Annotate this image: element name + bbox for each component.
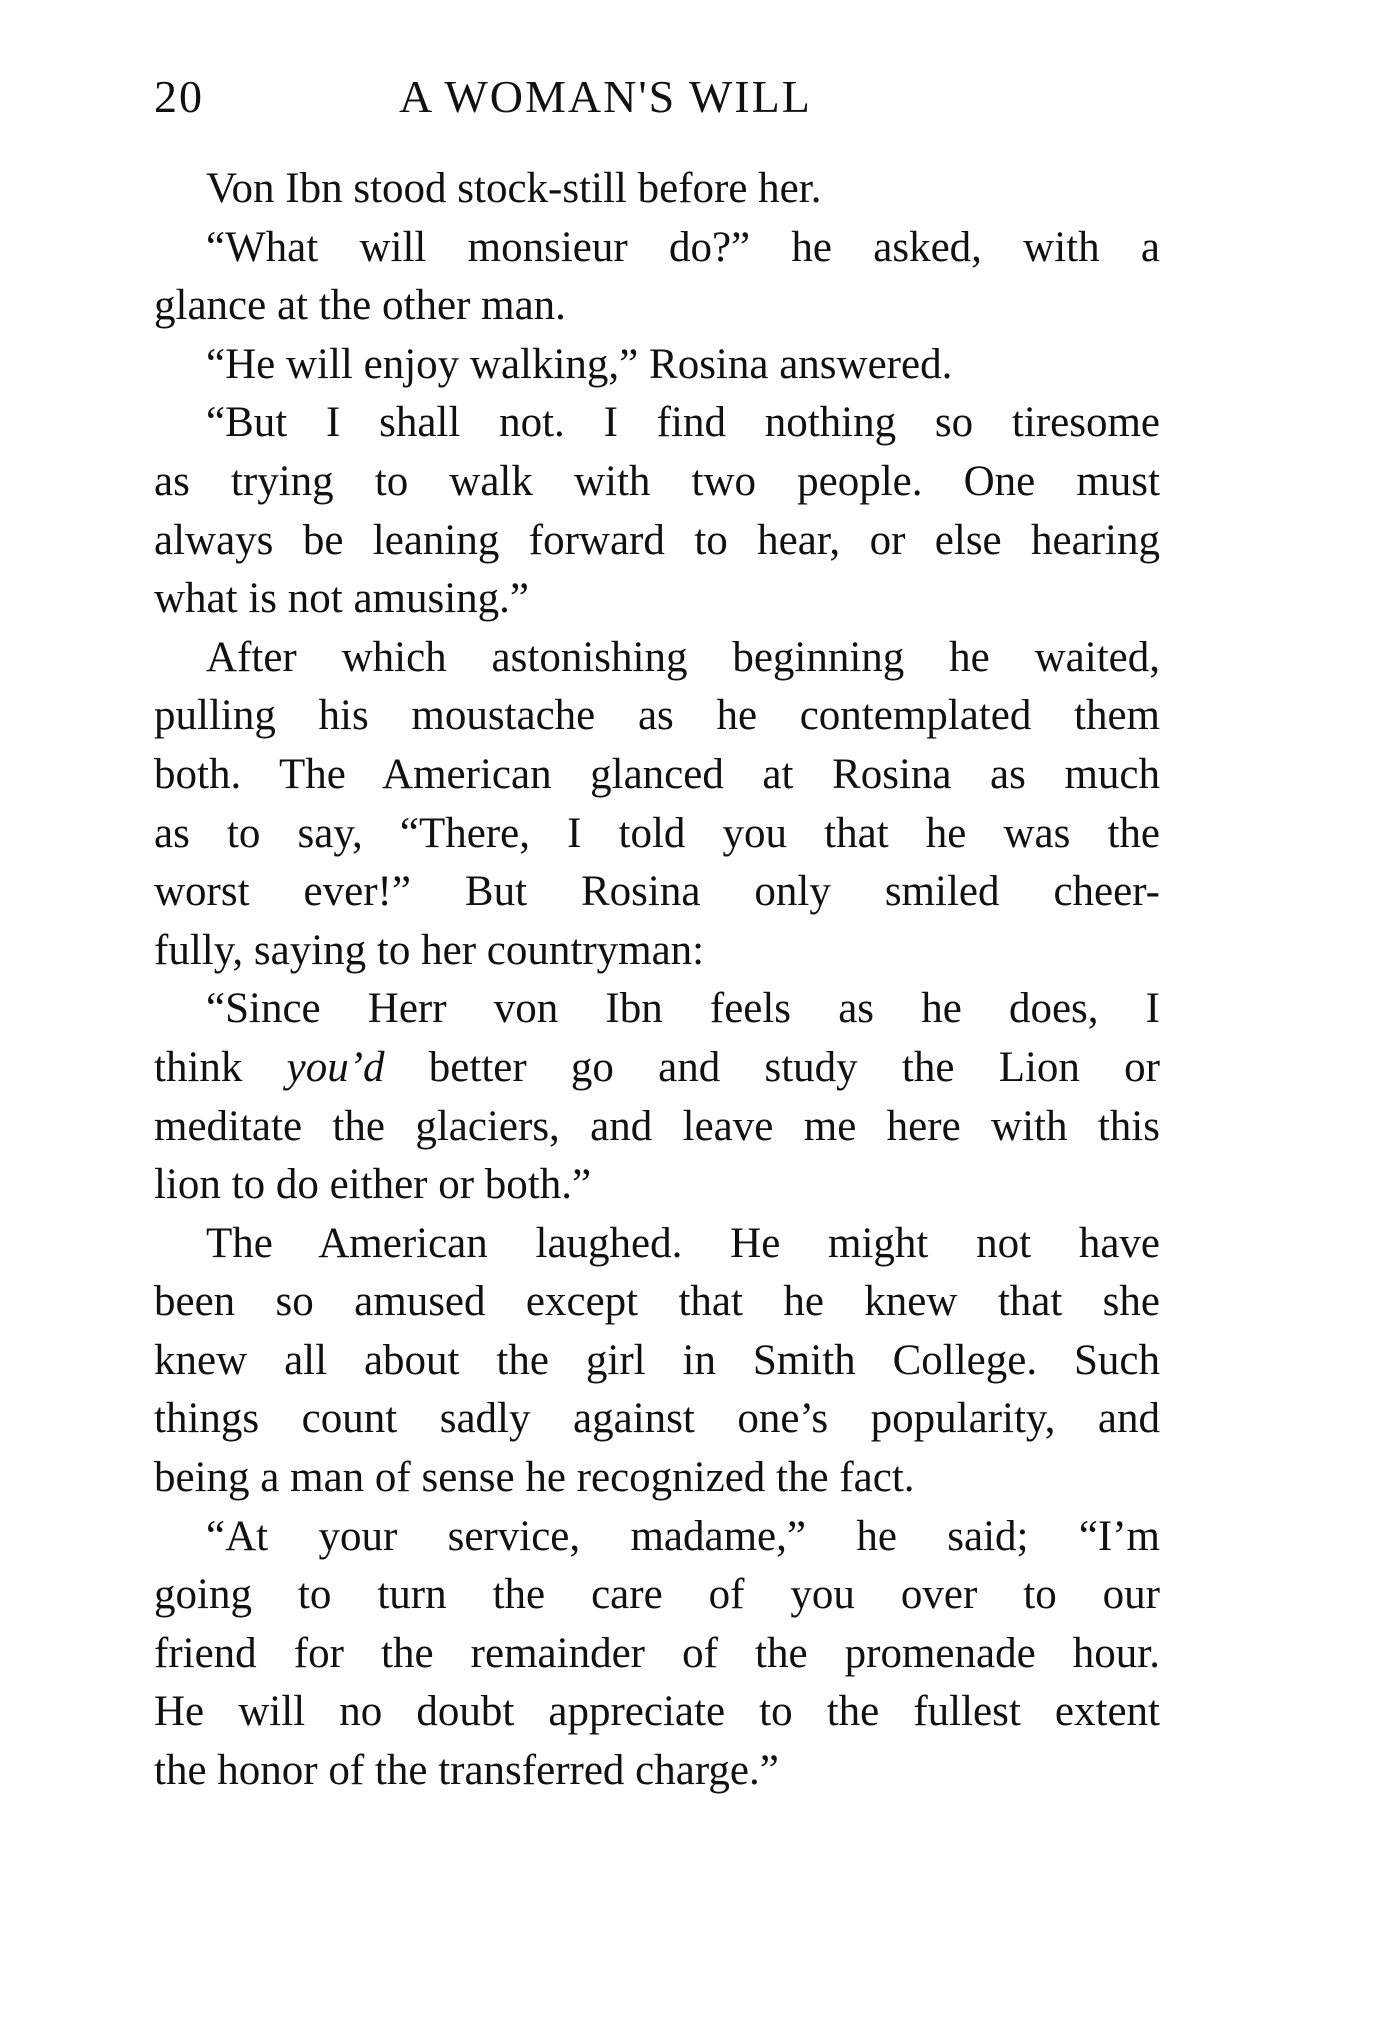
book-title: A WOMAN'S WILL <box>399 71 812 122</box>
text-line: “But I shall not. I find nothing so tiresome <box>206 399 1160 447</box>
text-line: going to turn the care of you over to our <box>154 1571 1160 1619</box>
text-line: He will no doubt appreciate to the fullest extent <box>154 1688 1160 1736</box>
text-line: After which astonishing beginning he waited, <box>206 633 1160 681</box>
italic-text: you’d <box>286 1043 385 1091</box>
text-line: as trying to walk with two people. One must <box>154 457 1160 505</box>
text-line: worst ever!” But Rosina only smiled cheer- <box>154 868 1160 916</box>
text-line: meditate the glaciers, and leave me here with this <box>154 1102 1160 1150</box>
text-line: always be leaning forward to hear, or else hearing <box>154 516 1160 564</box>
text-line: the honor of the transferred charge.” <box>154 1747 779 1795</box>
text-line: being a man of sense he recognized the fact. <box>154 1454 915 1502</box>
text-line: Von Ibn stood stock-still before her. <box>206 165 822 212</box>
text-line: both. The American glanced at Rosina as much <box>154 750 1160 798</box>
text-line: lion to do either or both.” <box>154 1161 592 1209</box>
text-line: “Since Herr von Ibn feels as he does, I <box>206 985 1160 1033</box>
text-line: pulling his moustache as he contemplated them <box>154 692 1160 740</box>
page-number: 20 <box>154 71 204 122</box>
text-segment: think <box>154 1043 287 1091</box>
text-line: “At your service, madame,” he said; “I’m <box>206 1512 1160 1560</box>
text-line <box>154 1039 1160 1098</box>
text-line: been so amused except that he knew that she <box>154 1278 1160 1326</box>
text-line: “He will enjoy walking,” Rosina answered. <box>206 340 953 388</box>
text-line: as to say, “There, I told you that he was the <box>154 809 1160 857</box>
body-text <box>154 160 1160 1801</box>
text-line: things count sadly against one’s popularity, and <box>154 1395 1160 1443</box>
text-line: fully, saying to her countryman: <box>154 926 705 974</box>
text-segment: better go and study the Lion or <box>384 1043 1160 1091</box>
text-line: The American laughed. He might not have <box>206 1219 1160 1267</box>
text-line: “What will monsieur do?” he asked, with a <box>206 223 1160 271</box>
running-head <box>154 70 1154 130</box>
text-line: what is not amusing.” <box>154 575 530 623</box>
text-line: knew all about the girl in Smith College. Such <box>154 1336 1160 1384</box>
text-line: glance at the other man. <box>154 282 566 330</box>
text-line: friend for the remainder of the promenade hour. <box>154 1629 1160 1677</box>
